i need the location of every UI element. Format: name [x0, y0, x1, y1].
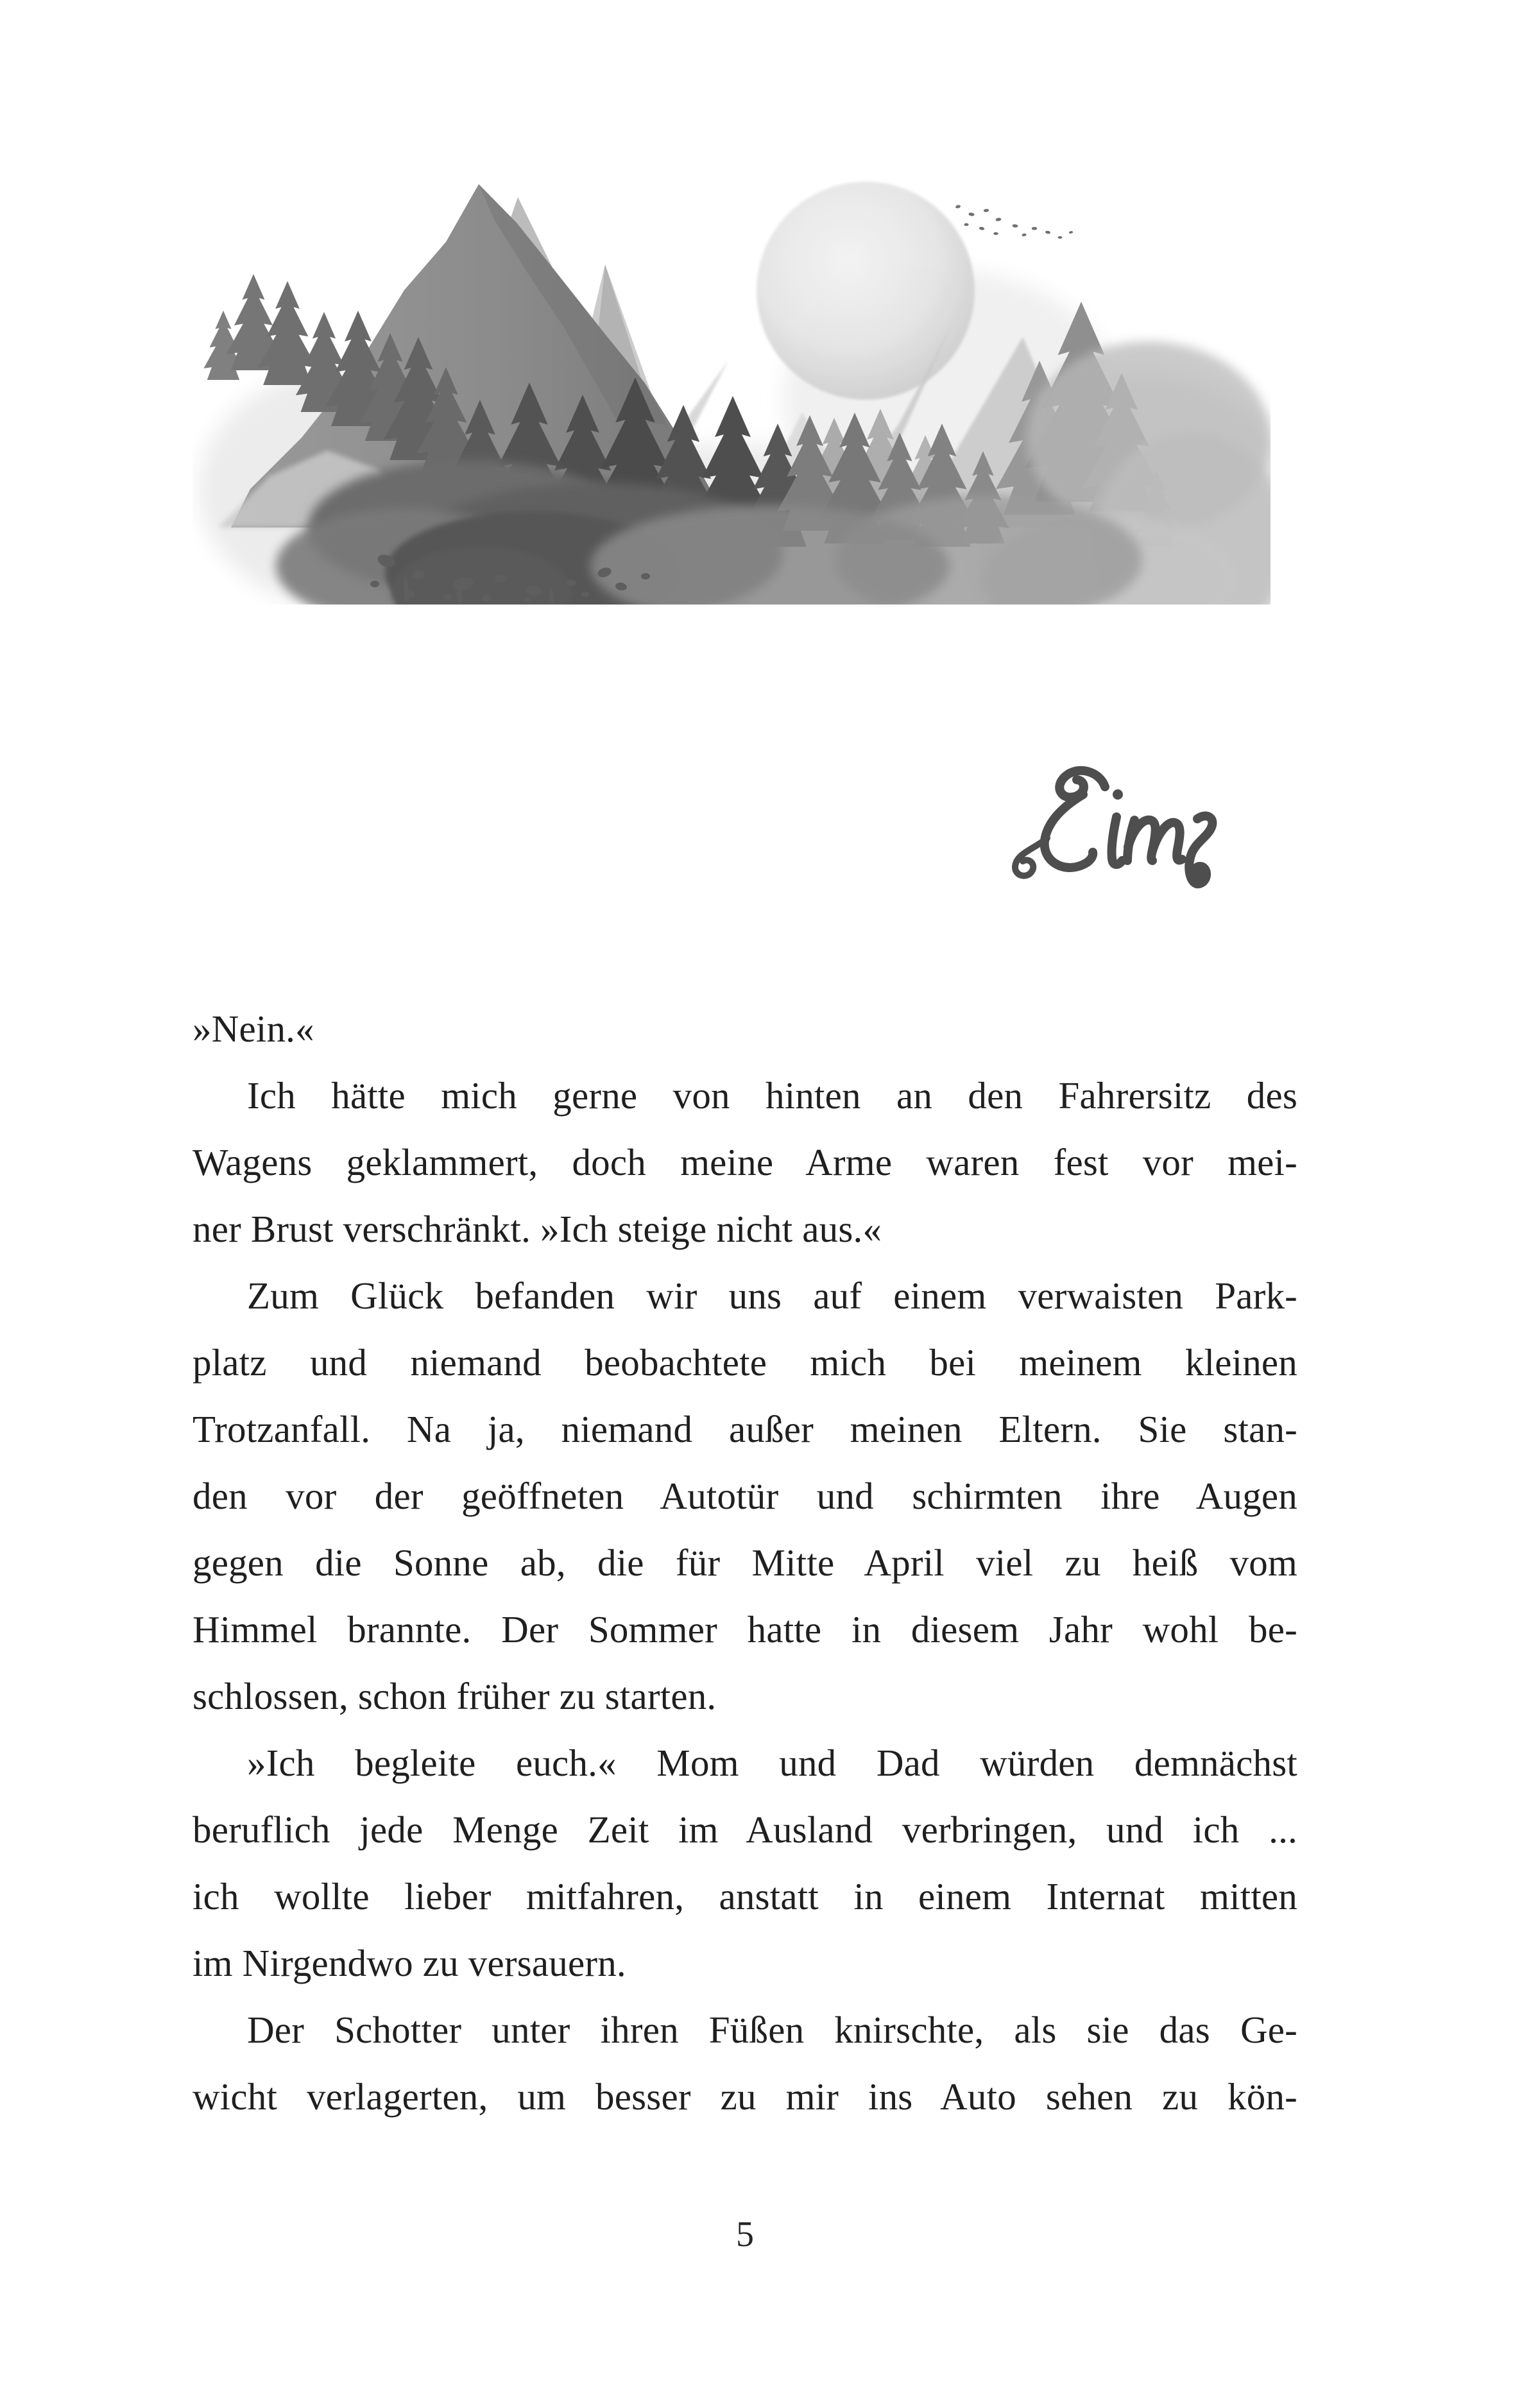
text-line: Trotzanfall. Na ja, niemand außer meinen Eltern. Sie stan-	[193, 1408, 1297, 1450]
text-line: im Nirgendwo zu versauern.	[193, 1942, 626, 1984]
chapter-title	[1007, 756, 1226, 916]
text-line: Wagens geklammert, doch meine Arme waren fest vor mei-	[193, 1141, 1297, 1183]
text-line: »Nein.«	[193, 1008, 314, 1050]
text-line: Ich hätte mich gerne von hinten an den Fahrersitz des	[247, 1074, 1297, 1117]
text-line: ich wollte lieber mitfahren, anstatt in einem Internat mitten	[193, 1875, 1297, 1917]
text-line: Zum Glück befanden wir uns auf einem verwaisten Park-	[247, 1274, 1297, 1317]
bird-flock	[955, 205, 1074, 239]
text-line: Der Schotter unter ihren Füßen knirschte, als sie das Ge-	[247, 2009, 1297, 2051]
moon	[757, 182, 975, 400]
body-text	[193, 995, 1297, 2130]
text-line: schlossen, schon früher zu starten.	[193, 1675, 717, 1717]
text-line: den vor der geöffneten Autotür und schirmten ihre Augen	[193, 1475, 1297, 1517]
text-line: beruflich jede Menge Zeit im Ausland verbringen, und ich ...	[193, 1808, 1297, 1851]
watercolor-mountain-illustration	[193, 168, 1270, 605]
text-line: »Ich begleite euch.« Mom und Dad würden demnächst	[247, 1742, 1297, 1784]
page-number: 5	[736, 2215, 754, 2254]
text-line: ner Brust verschränkt. »Ich steige nicht aus.«	[193, 1208, 882, 1250]
text-line: Himmel brannte. Der Sommer hatte in diesem Jahr wohl be-	[193, 1608, 1297, 1651]
text-line: gegen die Sonne ab, die für Mitte April viel zu heiß vom	[193, 1541, 1297, 1584]
text-line: wicht verlagerten, um besser zu mir ins Auto sehen zu kön-	[193, 2075, 1297, 2118]
text-line: platz und niemand beobachtete mich bei meinem kleinen	[193, 1341, 1297, 1384]
